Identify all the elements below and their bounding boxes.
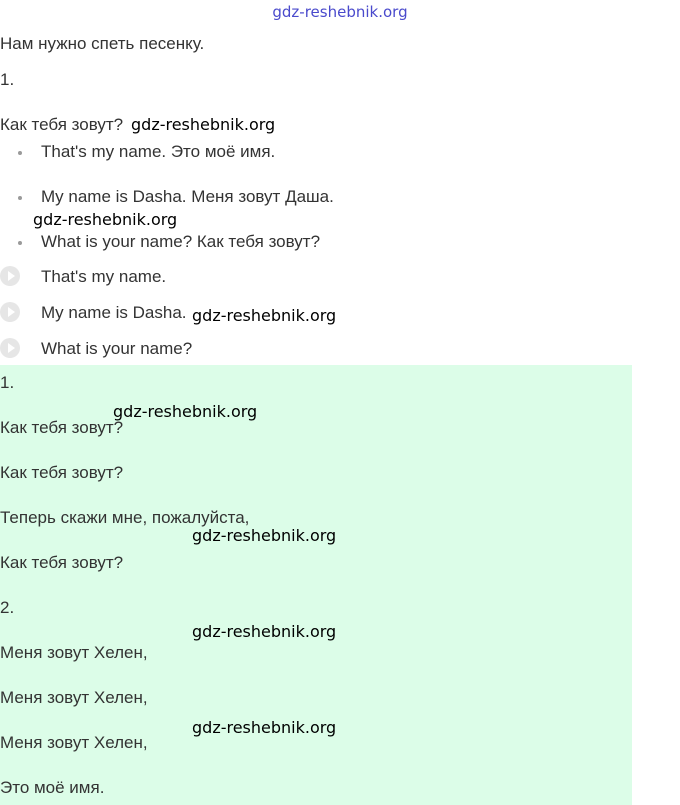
lyric-line: Меня зовут Хелен, [0, 643, 148, 662]
audio-item-label: My name is Dasha. [41, 303, 187, 322]
watermark: gdz-reshebnik.org [192, 622, 337, 641]
lyric-line: Теперь скажи мне, пожалуйста, [0, 508, 250, 527]
bullet-icon [18, 196, 22, 200]
bullet-icon [18, 151, 22, 155]
list-item: My name is Dasha. Меня зовут Даша. [41, 187, 334, 206]
header-watermark: gdz-reshebnik.org [272, 3, 408, 21]
play-icon[interactable] [0, 338, 20, 358]
bullet-icon [18, 241, 22, 245]
watermark: gdz-reshebnik.org [113, 402, 258, 421]
watermark: gdz-reshebnik.org [33, 210, 178, 229]
intro-text: Нам нужно спеть песенку. [0, 34, 205, 53]
lyric-line: Меня зовут Хелен, [0, 688, 148, 707]
play-icon[interactable] [0, 302, 20, 322]
part-number: 1. [0, 373, 15, 392]
lyric-line: Это моё имя. [0, 778, 105, 797]
play-icon[interactable] [0, 266, 20, 286]
audio-item-label: That's my name. [41, 267, 167, 286]
part-number: 2. [0, 598, 15, 617]
lyric-line: Меня зовут Хелен, [0, 733, 148, 752]
question-text: Как тебя зовут? [0, 115, 124, 134]
watermark: gdz-reshebnik.org [192, 526, 337, 545]
list-item: What is your name? Как тебя зовут? [41, 232, 321, 251]
watermark: gdz-reshebnik.org [192, 306, 337, 325]
list-item: That's my name. Это моё имя. [41, 142, 276, 161]
lyric-line: Как тебя зовут? [0, 463, 124, 482]
audio-item-label: What is your name? [41, 339, 193, 358]
lyric-line: Как тебя зовут? [0, 553, 124, 572]
watermark: gdz-reshebnik.org [131, 115, 276, 134]
watermark: gdz-reshebnik.org [192, 718, 337, 737]
lyric-line: Как тебя зовут? [0, 418, 124, 437]
section-number: 1. [0, 70, 15, 89]
